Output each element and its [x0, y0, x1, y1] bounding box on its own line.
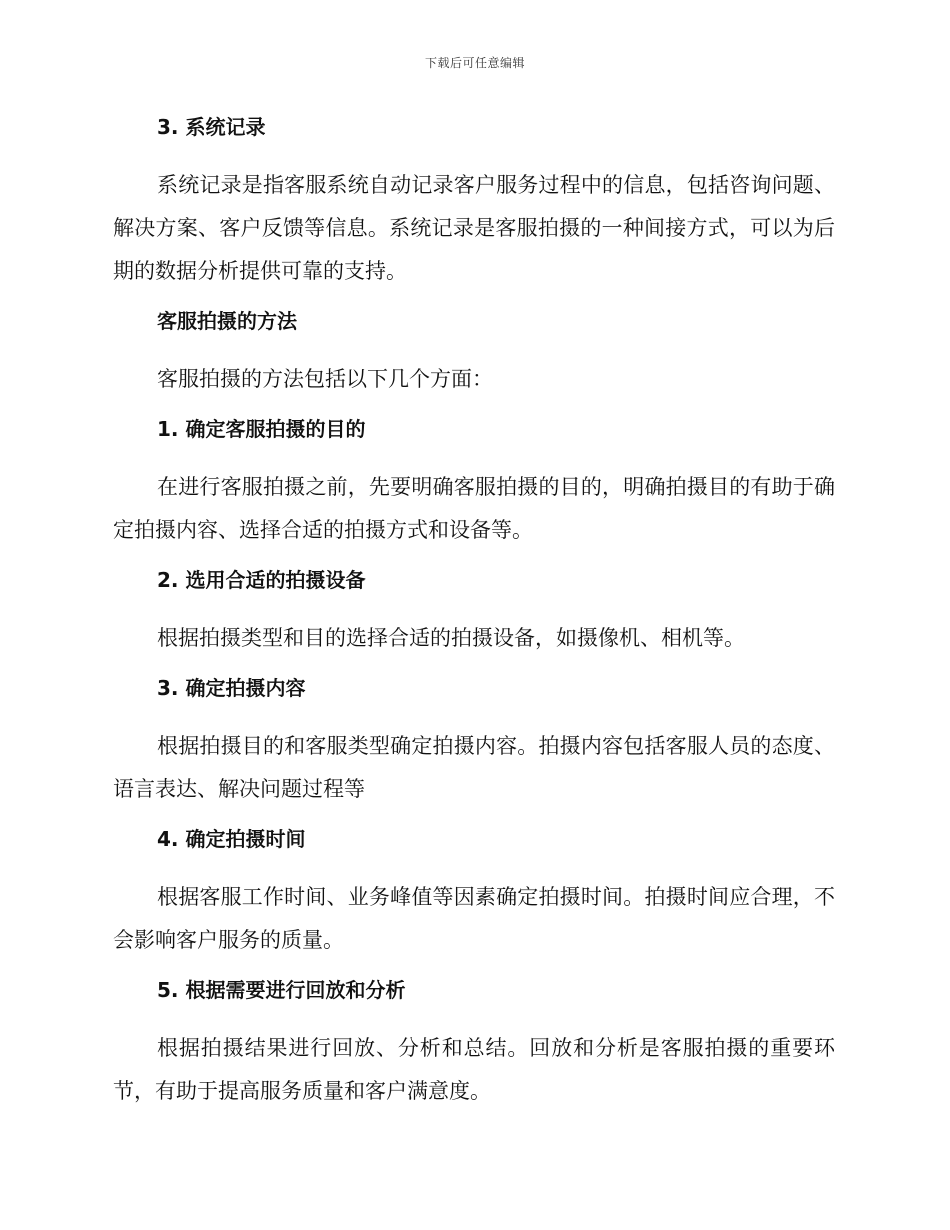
paragraph-purpose: 在进行客服拍摄之前，先要明确客服拍摄的目的，明确拍摄目的有助于确定拍摄内容、选择合适的拍摄方式和设备等。: [113, 475, 835, 542]
paragraph-methods-intro: 客服拍摄的方法包括以下几个方面：: [157, 367, 493, 391]
paragraph-review: 根据拍摄结果进行回放、分析和总结。回放和分析是客服拍摄的重要环节，有助于提高服务质量和客户满意度。: [113, 1036, 835, 1103]
section-heading-content: 3. 确定拍摄内容: [157, 676, 306, 700]
section-heading-methods: 客服拍摄的方法: [157, 309, 297, 333]
paragraph-timing: 根据客服工作时间、业务峰值等因素确定拍摄时间。拍摄时间应合理，不会影响客户服务的质量。: [113, 885, 835, 952]
section-heading-system-records: 3. 系统记录: [157, 115, 266, 139]
document-body: [113, 110, 835, 1124]
section-heading-equipment: 2. 选用合适的拍摄设备: [157, 568, 366, 592]
section-heading-purpose: 1. 确定客服拍摄的目的: [157, 417, 366, 441]
paragraph-content: 根据拍摄目的和客服类型确定拍摄内容。拍摄内容包括客服人员的态度、语言表达、解决问题过程等: [113, 734, 835, 801]
header-note: 下载后可任意编辑: [424, 56, 525, 70]
paragraph-equipment: 根据拍摄类型和目的选择合适的拍摄设备，如摄像机、相机等。: [157, 626, 745, 650]
section-heading-review: 5. 根据需要进行回放和分析: [157, 978, 406, 1002]
paragraph-system-records: 系统记录是指客服系统自动记录客户服务过程中的信息，包括咨询问题、解决方案、客户反馈等信息。系统记录是客服拍摄的一种间接方式，可以为后期的数据分析提供可靠的支持。: [113, 173, 835, 283]
section-heading-timing: 4. 确定拍摄时间: [157, 827, 306, 851]
